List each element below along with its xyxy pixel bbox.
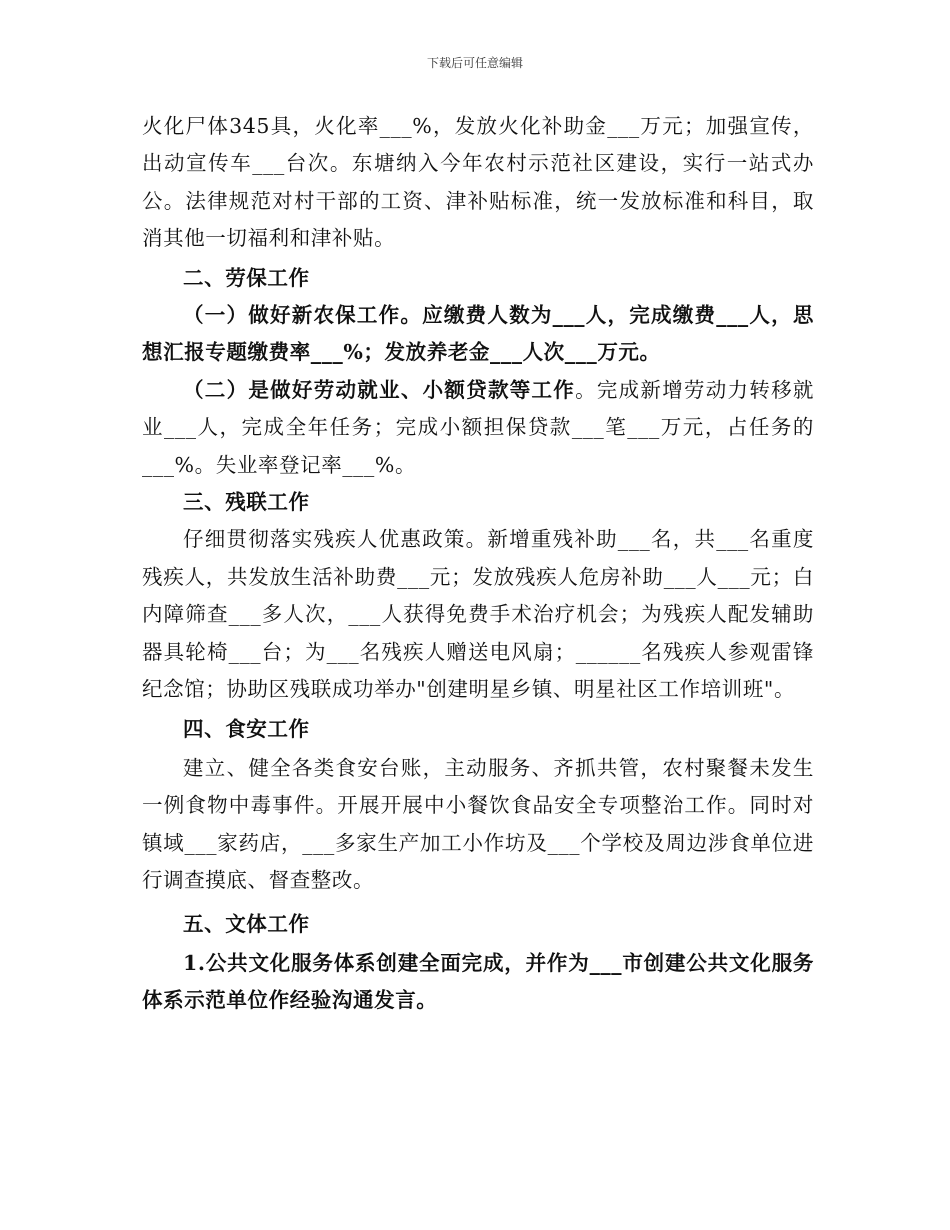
paragraph-employment-loans-rest: 。完成新增劳动力转移就业___人，完成全年任务；完成小额担保贷款___笔___万元，占任务的___%。失业率登记率___%。 — [142, 377, 814, 477]
paragraph-disability-policy: 仔细贯彻落实残疾人优惠政策。新增重残补助___名，共___名重度残疾人，共发放生活补助费___元；发放残疾人危房补助___人___元；白内障筛查___多人次，___人获得免费手术治疗机会；为残疾人配发辅助器具轮椅___台；为___名残疾人赠送电风扇；______名残疾人参观雷锋纪念馆；协助区残联成功举办"创建明星乡镇、明星社区工作培训班"。 — [142, 527, 814, 702]
paragraph-public-culture-service: 1.公共文化服务体系创建全面完成，并作为___市创建公共文化服务体系示范单位作经验沟通发言。 — [142, 950, 814, 1013]
page-header: 下载后可任意编辑 — [426, 56, 523, 70]
paragraph-food-safety: 建立、健全各类食安台账，主动服务、齐抓共管，农村聚餐未发生一例食物中毒事件。开展开展中小餐饮食品安全专项整治工作。同时对镇域___家药店，___多家生产加工小作坊及___个学校及周边涉食单位进行调查摸底、督查整改。 — [142, 755, 814, 893]
document-body — [142, 108, 814, 1020]
paragraph-cremation: 火化尸体345具，火化率___%，发放火化补助金___万元；加强宣传，出动宣传车___台次。东塘纳入今年农村示范社区建设，实行一站式办公。法律规范对村干部的工资、津补贴标准，统一发放标准和科目，取消其他一切福利和津补贴。 — [142, 114, 814, 251]
section-heading-food-safety: 四、食安工作 — [183, 716, 310, 741]
paragraph-employment-loans-lead: （二）是做好劳动就业、小额贷款等工作 — [183, 377, 576, 402]
paragraph-employment-loans — [142, 372, 814, 484]
paragraph-new-rural-pension: （一）做好新农保工作。应缴费人数为___人，完成缴费___人，思想汇报专题缴费率___%；发放养老金___人次___万元。 — [142, 303, 814, 365]
section-heading-culture-sports: 五、文体工作 — [183, 911, 310, 936]
section-heading-labor-insurance: 二、劳保工作 — [183, 265, 310, 290]
section-heading-disability: 三、残联工作 — [183, 490, 310, 515]
